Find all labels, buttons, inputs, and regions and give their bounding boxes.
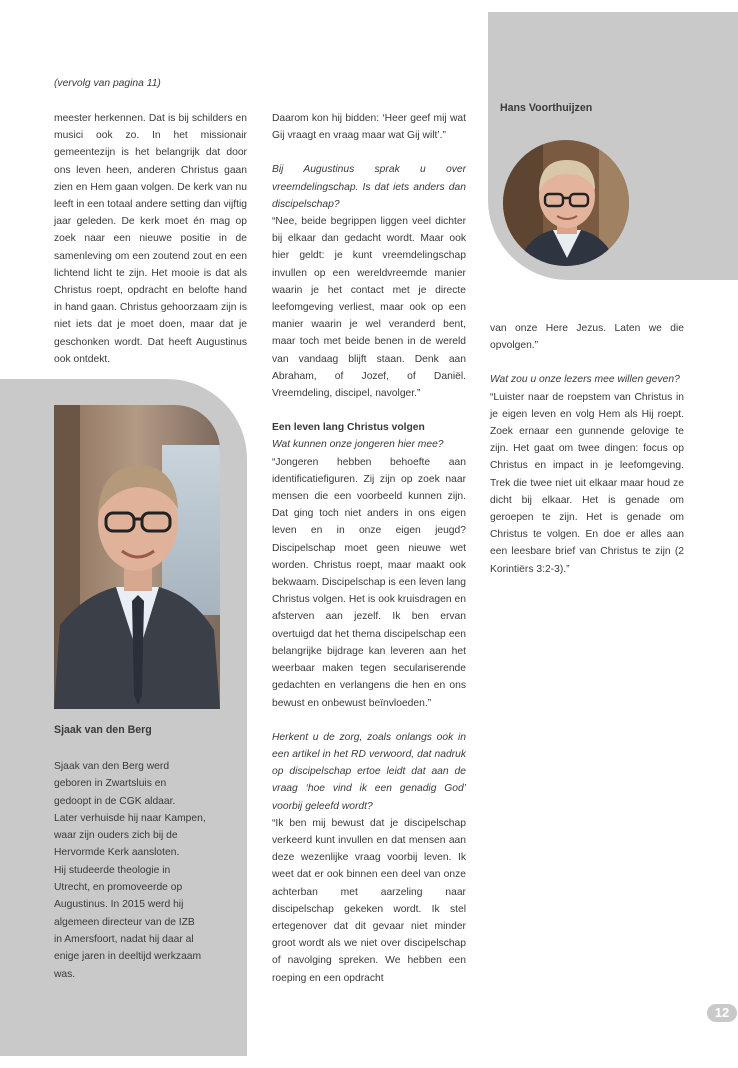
page-number: 12 [707,1004,737,1022]
question-vreemdelingschap: Bij Augustinus sprak u over vreemdelingschap. Is dat iets anders dan discipelschap? [272,164,466,210]
bio-line: geboren in Zwartsluis en [54,778,167,790]
sjaak-portrait [54,405,220,709]
col2-p1: Daarom kon hij bidden: ‘Heer geef mij wat Gij vraagt en vraag maar wat Gij wilt’.” [272,113,466,142]
col1-paragraph: meester herkennen. Dat is bij schilders en musici ook zo. In het missionair gemeentezijn is het belangrijk dat door ons leven heen, anderen Christus gaan zien en Hem gaan volgen. De kerk van nu leeft in een totaal andere setting dan vijftig jaar geleden. De kerk moet én mag op zoek naar een nieuwe positie in de samenleving om een zoutend zout en een lichtend licht te zijn. Het mooie is dat als Christus roept, opdracht en belofte hand in hand gaan. Christus gehoorzaam zijn is niet iets dat je moet doen, maar dat je geschonken wordt. Dat heeft Augustinus ook ontdekt. [54,113,247,365]
bio-line: Utrecht, en promoveerde op [54,882,183,894]
bio-line: waar zijn ouders zich bij de [54,830,178,842]
bio-line: enige jaren in deeltijd werkzaam [54,951,202,963]
hans-portrait [503,140,629,266]
bio-line: gedoopt in de CGK aldaar. [54,795,176,807]
sjaak-name: Sjaak van den Berg [54,724,152,736]
continued-note: (vervolg van pagina 11) [54,78,161,89]
answer-vreemdelingschap: “Nee, beide begrippen liggen veel dichter bij elkaar dan gedacht wordt. Maar ook hier geldt: je kunt vreemdelingschap invullen op een wereldvreemde manier waarin je het contact met je directe leefomgeving verliest, maar ook op een manier waarin je wel veranderd bent, maar toch met beide benen in de wereld van vandaag blijft staan. Denk aan Abraham, of Jozef, of Daniël. Vreemdeling, discipel, navolger.” [272,216,466,400]
answer-lezers: “Luister naar de roepstem van Christus in je eigen leven en volg Hem als Hij roept. Zoek ernaar een gunnende gelovige te zijn. Het gaat om twee dingen: focus op Christus en impact in je leefomgeving. Trek die twee niet uit elkaar maar houd ze dicht bij elkaar. Het is genade om geroepen te zijn. Het is genade om Christus te volgen. En doe er alles aan een leesbare brief van Christus te zijn (2 Korintiërs 3:2-3).” [490,391,684,575]
bio-line: Augustinus. In 2015 werd hij [54,899,184,911]
col2 [272,110,466,987]
hans-name: Hans Voorthuijzen [500,102,593,114]
question-lezers: Wat zou u onze lezers mee willen geven? [490,374,680,386]
bio-line: algemeen directeur van de IZB [54,916,195,928]
bio-line: Later verhuisde hij naar Kampen, [54,812,206,824]
col3 [490,320,684,578]
bio-line: Hervormde Kerk aansloten. [54,847,180,859]
col3-p1: van onze Here Jezus. Laten we die opvolgen.” [490,323,684,352]
bio-line: Sjaak van den Berg werd [54,761,170,772]
question-zorg: Herkent u de zorg, zoals onlangs ook in een artikel in het RD verwoord, dat nadruk op discipelschap ertoe leidt dat aan de vraag ‘hoe vind ik een genadig God’ voorbij geleefd wordt? [272,731,466,812]
bio-line: was. [54,968,76,980]
bio-line: Hij studeerde theologie in [54,864,171,876]
sjaak-bio [54,758,244,983]
section-heading: Een leven lang Christus volgen [272,422,425,434]
bio-line: in Amersfoort, nadat hij daar al [54,933,194,945]
answer-zorg: “Ik ben mij bewust dat je discipelschap verkeerd kunt invullen en dat mensen aan deze wezenlijke vraag voorbij leven. Ik weet dat er ook binnen een deel van onze achterban met aarzeling naar discipelschap gekeken wordt. Ik stel ertegenover dat dit gevaar niet minder groot wordt als we niet over discipelschap of navolging spreken. We hebben een roeping en een opdracht [272,817,466,984]
question-jongeren: Wat kunnen onze jongeren hier mee? [272,439,444,451]
answer-jongeren: “Jongeren hebben behoefte aan identificatiefiguren. Zij zijn op zoek naar mensen die een voorbeeld kunnen zijn. Dat ging toch niet anders in ons eigen leven en in onze eigen jeugd? Discipelschap moet geen nieuwe wet worden. Christus roept, maar maakt ook bekwaam. Discipelschap is een leven lang Christus volgen. Het is ook kruisdragen en afsterven aan jezelf. Ik ben ervan overtuigd dat het thema discipelschap een belangrijke bijdrage kan leveren aan het weerbaar maken tegen seculariserende gedachten en verlangens die hen en ons bewust en onbewust beïnvloeden.” [272,456,466,709]
